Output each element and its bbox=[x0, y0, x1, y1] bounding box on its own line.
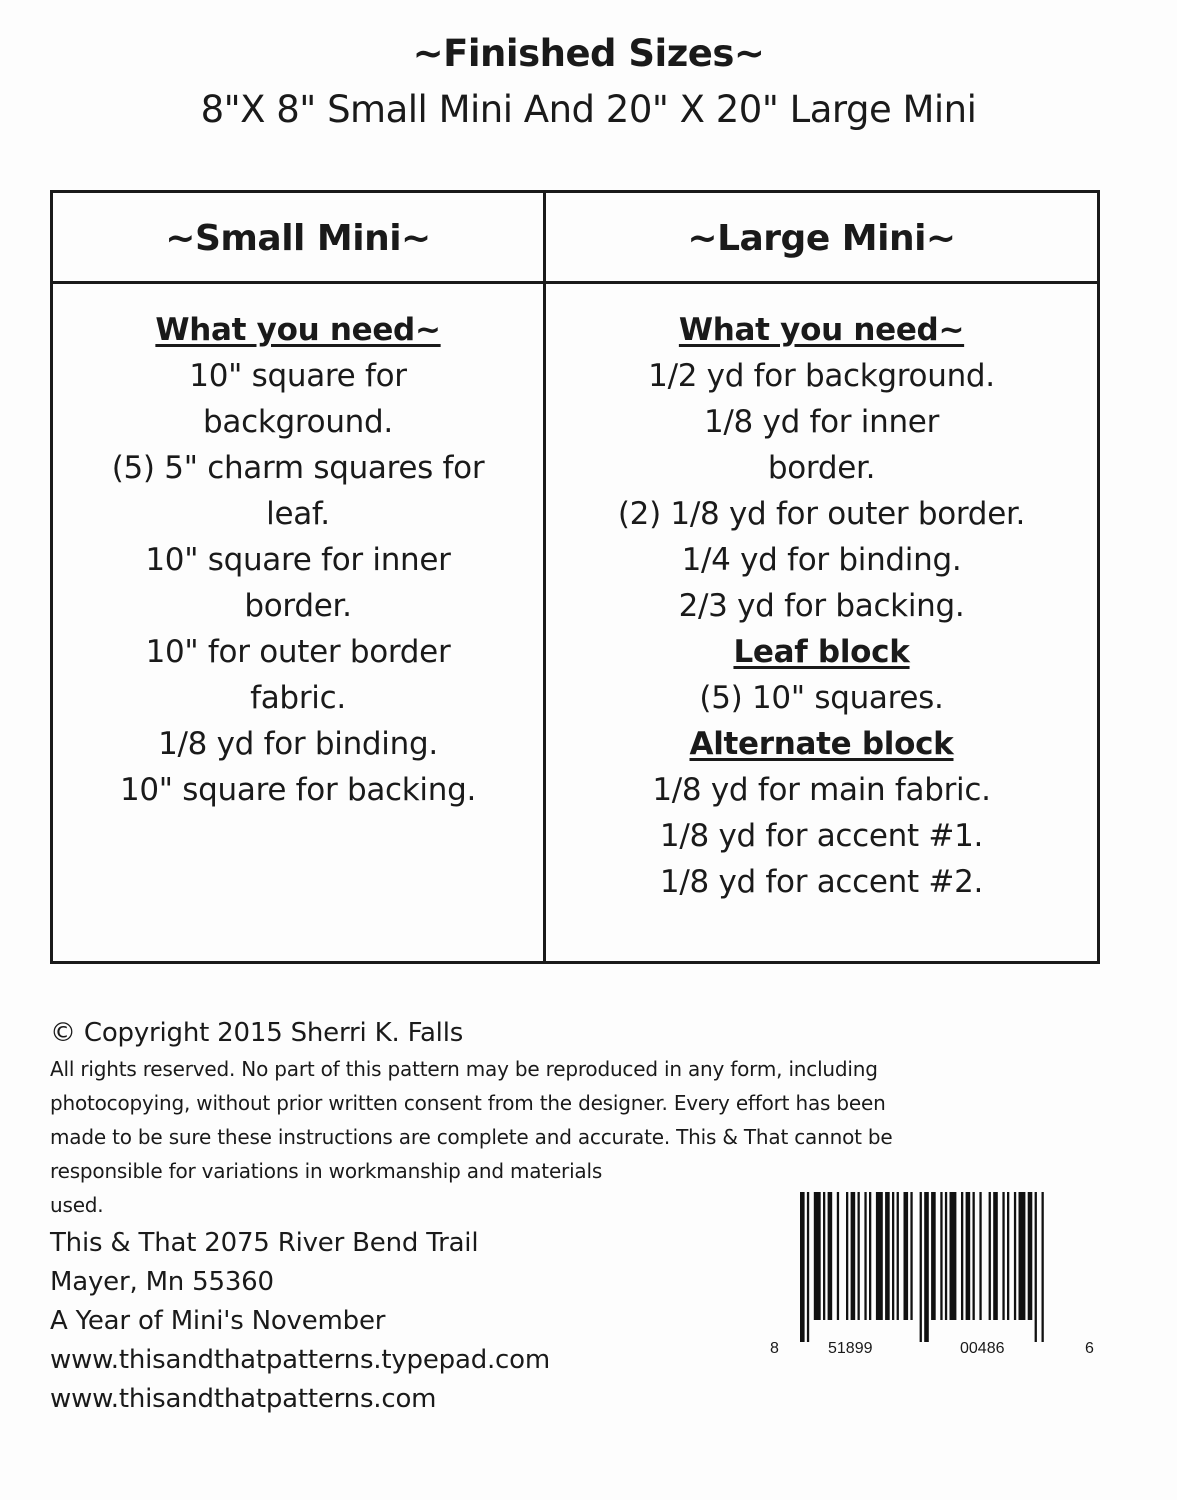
barcode-bar bbox=[973, 1192, 975, 1320]
rights-line: made to be sure these instructions are complete and accurate. This & That cannot be bbox=[50, 1125, 893, 1149]
barcode-bar bbox=[800, 1192, 805, 1342]
list-item: (5) 10" squares. bbox=[699, 680, 944, 716]
barcode-bar bbox=[828, 1192, 833, 1320]
finished-sizes-title: ~Finished Sizes~ bbox=[412, 32, 765, 75]
finished-sizes-subtitle: 8"X 8" Small Mini And 20" X 20" Large Mini bbox=[200, 88, 977, 131]
copyright-notice: © Copyright 2015 Sherri K. Falls bbox=[50, 1018, 464, 1048]
barcode-bar bbox=[961, 1192, 963, 1320]
leaf-block-heading: Leaf block bbox=[733, 634, 910, 670]
list-item: border. bbox=[244, 588, 352, 624]
barcode-bar bbox=[945, 1192, 947, 1320]
barcode-bar bbox=[966, 1192, 971, 1320]
barcode-bar bbox=[1035, 1192, 1037, 1342]
barcode-bar bbox=[807, 1192, 809, 1342]
barcode-bar bbox=[864, 1192, 866, 1320]
barcode-bar bbox=[858, 1192, 860, 1320]
address-line: This & That 2075 River Bend Trail bbox=[50, 1228, 479, 1258]
barcode-group-right: 00486 bbox=[960, 1340, 1005, 1357]
address-line: Mayer, Mn 55360 bbox=[50, 1267, 274, 1297]
small-mini-subheading: What you need~ bbox=[155, 312, 441, 348]
list-item: 1/8 yd for binding. bbox=[158, 726, 438, 762]
small-mini-list bbox=[53, 307, 543, 813]
upc-barcode bbox=[770, 1192, 1100, 1372]
barcode-bar bbox=[823, 1192, 825, 1320]
list-item: 2/3 yd for backing. bbox=[678, 588, 965, 624]
list-item: (5) 5" charm squares for bbox=[111, 450, 485, 486]
barcode-bar bbox=[924, 1192, 929, 1342]
barcode-bar bbox=[989, 1192, 991, 1320]
barcode-bar bbox=[869, 1192, 871, 1320]
barcode-bars bbox=[770, 1192, 1100, 1342]
header bbox=[0, 30, 1177, 134]
barcode-digit-last: 6 bbox=[1085, 1340, 1094, 1357]
large-mini-heading: ~Large Mini~ bbox=[687, 218, 956, 259]
barcode-bar bbox=[931, 1192, 936, 1320]
barcode-bar bbox=[851, 1192, 856, 1320]
list-item: 1/8 yd for main fabric. bbox=[652, 772, 991, 808]
list-item: fabric. bbox=[250, 680, 346, 716]
barcode-bar bbox=[846, 1192, 848, 1320]
list-item: 1/4 yd for binding. bbox=[681, 542, 962, 578]
barcode-bar bbox=[1007, 1192, 1009, 1320]
barcode-bar bbox=[876, 1192, 883, 1320]
rights-line: All rights reserved. No part of this pattern may be reproduced in any form, including bbox=[50, 1057, 878, 1081]
list-item: 1/8 yd for inner bbox=[703, 404, 940, 440]
barcode-bar bbox=[885, 1192, 890, 1320]
barcode-bar bbox=[904, 1192, 909, 1320]
alternate-block-heading: Alternate block bbox=[689, 726, 954, 762]
small-mini-heading: ~Small Mini~ bbox=[165, 218, 431, 259]
barcode-bar bbox=[993, 1192, 998, 1320]
list-item: 10" square for inner bbox=[145, 542, 451, 578]
list-item: 10" square for bbox=[189, 358, 407, 394]
website-link[interactable]: www.thisandthatpatterns.typepad.com bbox=[50, 1345, 550, 1375]
barcode-bar bbox=[1042, 1192, 1044, 1342]
list-item: 10" for outer border bbox=[145, 634, 451, 670]
large-mini-list bbox=[546, 307, 1097, 905]
barcode-bar bbox=[940, 1192, 942, 1320]
rights-line: responsible for variations in workmanship and materials bbox=[50, 1159, 603, 1183]
rights-line: photocopying, without prior written consent from the designer. Every effort has been bbox=[50, 1091, 886, 1115]
barcode-bar bbox=[1002, 1192, 1004, 1320]
pattern-name: A Year of Mini's November bbox=[50, 1306, 386, 1336]
barcode-bar bbox=[910, 1192, 912, 1320]
barcode-bar bbox=[837, 1192, 839, 1320]
list-item: 10" square for backing. bbox=[119, 772, 477, 808]
barcode-bar bbox=[920, 1192, 922, 1342]
rights-line: used. bbox=[50, 1193, 104, 1217]
barcode-bar bbox=[897, 1192, 899, 1320]
barcode-bar bbox=[1019, 1192, 1026, 1320]
barcode-bar bbox=[979, 1192, 981, 1320]
large-mini-subheading: What you need~ bbox=[678, 312, 965, 348]
header-divider bbox=[53, 281, 1097, 284]
list-item: background. bbox=[203, 404, 393, 440]
list-item: 1/2 yd for background. bbox=[648, 358, 995, 394]
list-item: border. bbox=[767, 450, 876, 486]
barcode-bar bbox=[950, 1192, 957, 1320]
barcode-bar bbox=[892, 1192, 894, 1320]
list-item: leaf. bbox=[266, 496, 330, 532]
barcode-bar bbox=[1028, 1192, 1033, 1320]
barcode-group-left: 51899 bbox=[828, 1340, 873, 1357]
list-item: 1/8 yd for accent #2. bbox=[659, 864, 984, 900]
list-item: 1/8 yd for accent #1. bbox=[659, 818, 984, 854]
barcode-digit-first: 8 bbox=[770, 1340, 779, 1357]
barcode-bar bbox=[1014, 1192, 1016, 1320]
list-item: (2) 1/8 yd for outer border. bbox=[617, 496, 1026, 532]
requirements-table bbox=[50, 190, 1100, 964]
website-link[interactable]: www.thisandthatpatterns.com bbox=[50, 1384, 437, 1414]
barcode-bar bbox=[814, 1192, 821, 1320]
